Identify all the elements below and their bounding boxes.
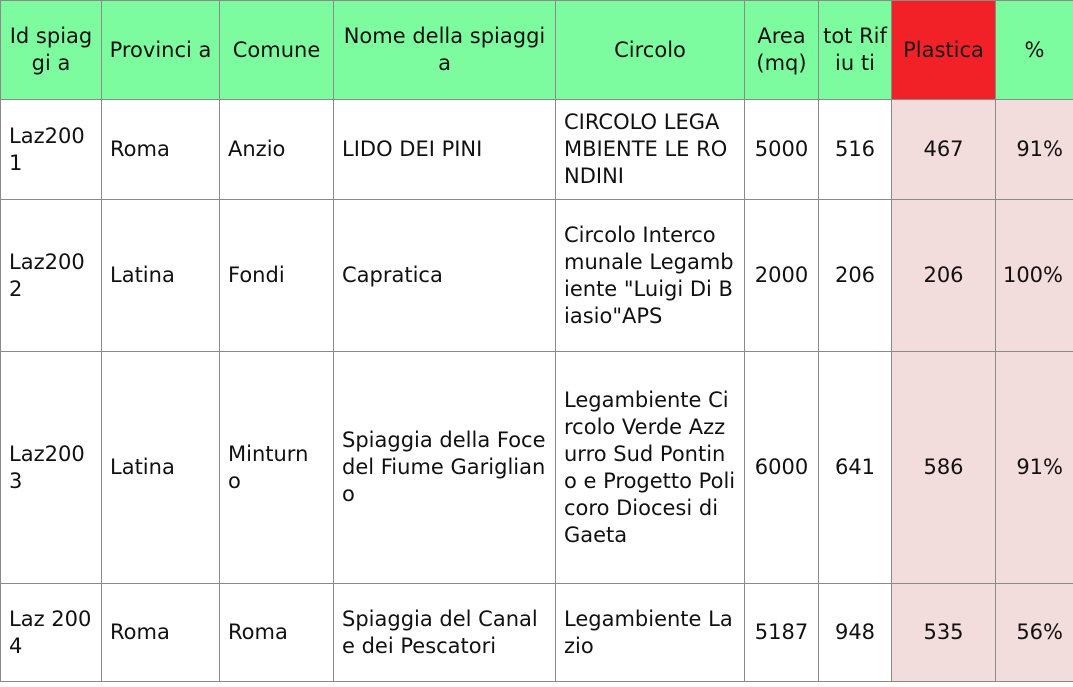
cell-comune: Fondi — [220, 200, 334, 352]
cell-comune: Anzio — [220, 100, 334, 200]
cell-area: 6000 — [745, 352, 819, 584]
cell-tot: 641 — [819, 352, 892, 584]
table-row — [1, 584, 1073, 682]
header-comune: Comune — [220, 1, 334, 100]
cell-comune: Roma — [220, 584, 334, 682]
header-percent: % — [996, 1, 1073, 100]
cell-nome: Capratica — [334, 200, 556, 352]
cell-percent: 56% — [996, 584, 1073, 682]
cell-plastica: 206 — [892, 200, 996, 352]
table-row — [1, 100, 1073, 200]
table-row — [1, 200, 1073, 352]
cell-percent: 91% — [996, 100, 1073, 200]
cell-plastica: 535 — [892, 584, 996, 682]
cell-id: Laz 2004 — [1, 584, 102, 682]
header-provincia: Provinci a — [102, 1, 220, 100]
cell-percent: 100% — [996, 200, 1073, 352]
cell-circolo: Legambiente Lazio — [556, 584, 745, 682]
cell-tot: 206 — [819, 200, 892, 352]
cell-plastica: 586 — [892, 352, 996, 584]
cell-circolo: CIRCOLO LEGAMBIENTE LE RONDINI — [556, 100, 745, 200]
cell-id: Laz200 2 — [1, 200, 102, 352]
header-circolo: Circolo — [556, 1, 745, 100]
cell-circolo: Legambiente Circolo Verde Azzurro Sud Pontino e Progetto Policoro Diocesi di Gaeta — [556, 352, 745, 584]
cell-provincia: Roma — [102, 584, 220, 682]
header-nome-spiaggia: Nome della spiaggia — [334, 1, 556, 100]
cell-percent: 91% — [996, 352, 1073, 584]
cell-area: 5000 — [745, 100, 819, 200]
header-id: Id spiaggi a — [1, 1, 102, 100]
cell-id: Laz200 1 — [1, 100, 102, 200]
header-tot-rifiuti: tot Rifiu ti — [819, 1, 892, 100]
cell-comune: Minturn o — [220, 352, 334, 584]
cell-plastica: 467 — [892, 100, 996, 200]
table-row — [1, 352, 1073, 584]
cell-nome: Spiaggia della Foce del Fiume Garigliano — [334, 352, 556, 584]
header-area: Area (mq) — [745, 1, 819, 100]
cell-circolo: Circolo Intercomunale Legambiente "Luigi Di Biasio"APS — [556, 200, 745, 352]
header-plastica: Plastica — [892, 1, 996, 100]
cell-area: 2000 — [745, 200, 819, 352]
cell-provincia: Roma — [102, 100, 220, 200]
cell-id: Laz200 3 — [1, 352, 102, 584]
cell-provincia: Latina — [102, 200, 220, 352]
cell-provincia: Latina — [102, 352, 220, 584]
header-row — [1, 1, 1073, 100]
cell-nome: Spiaggia del Canale dei Pescatori — [334, 584, 556, 682]
cell-area: 5187 — [745, 584, 819, 682]
cell-nome: LIDO DEI PINI — [334, 100, 556, 200]
cell-tot: 516 — [819, 100, 892, 200]
cell-tot: 948 — [819, 584, 892, 682]
